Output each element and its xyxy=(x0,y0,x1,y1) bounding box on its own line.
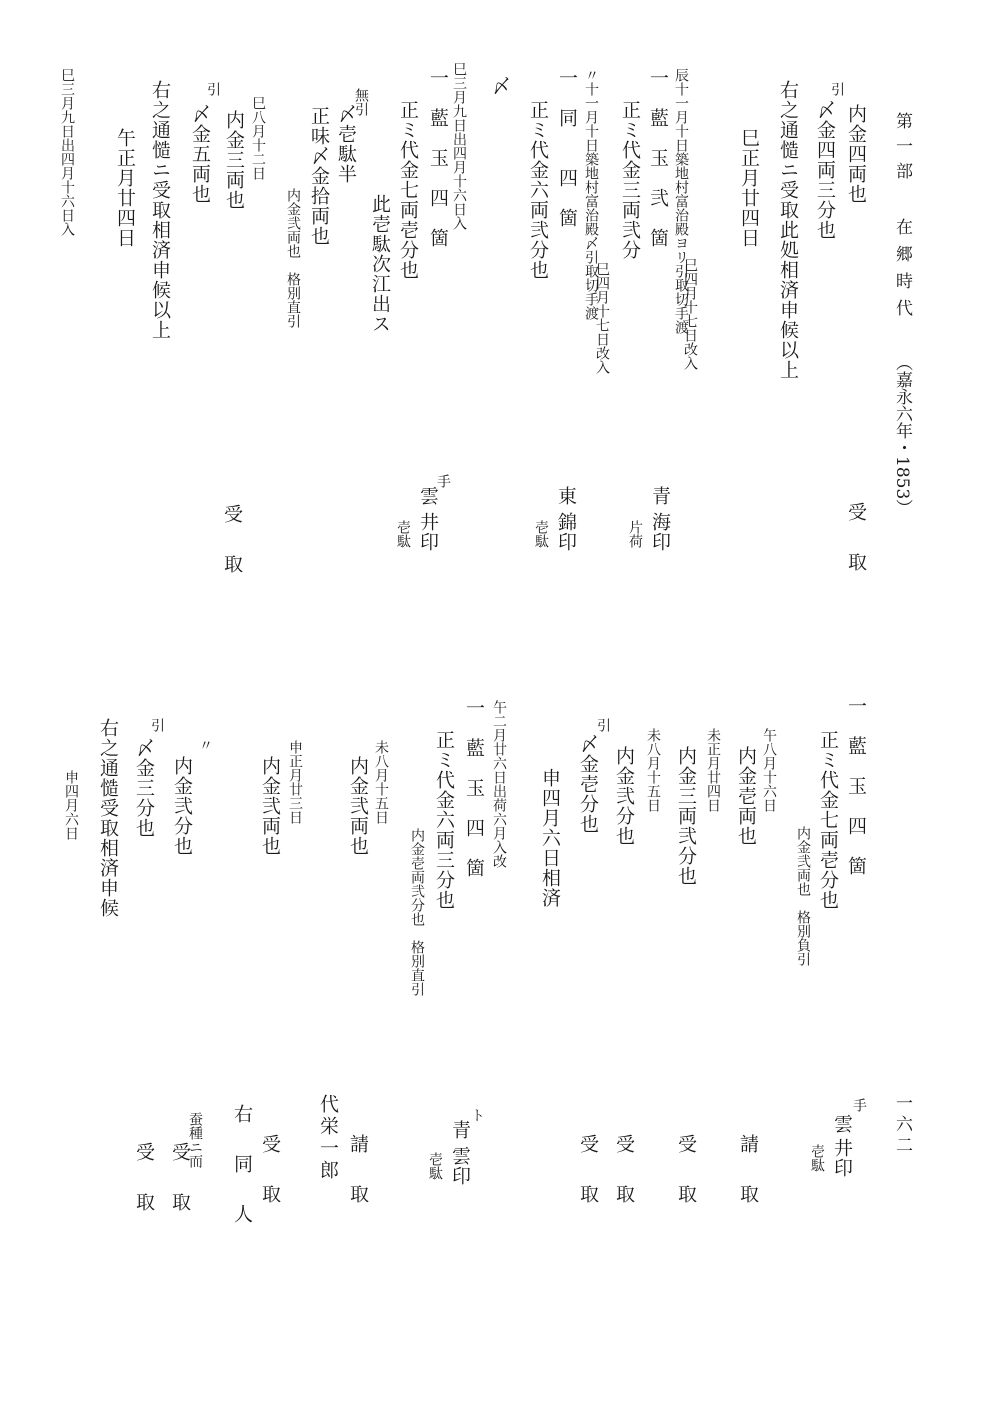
bottom-line-13: 午二月廿六日出荷六月入改 xyxy=(491,700,507,868)
top-line-21: 正味〆金拾両也 xyxy=(308,106,330,246)
bottom-mark-uketori-1: 受 取 xyxy=(675,1134,697,1209)
bottom-mark-seiun-prefix: ト xyxy=(469,1108,485,1122)
bottom-line-12: 申四月六日相済 xyxy=(539,768,561,908)
top-mark-uketori-1: 受 取 xyxy=(845,502,867,577)
top-line-22: 内金弐両也 格別直引 xyxy=(285,188,301,328)
bottom-line-18: 内金弐両也 xyxy=(347,756,369,856)
bottom-mark-unsei-load: 壱駄 xyxy=(809,1144,825,1172)
top-line-03: 〆金四両三分也 xyxy=(814,100,836,240)
bottom-mark-uketori-5: 受 取 xyxy=(169,1142,191,1217)
bottom-mark-uketori-6: 受 取 xyxy=(133,1142,155,1217)
bottom-line-25: 右之通慥受取相済申候 xyxy=(97,718,119,918)
top-line-08: 一 藍 玉 弐 箇 xyxy=(647,68,669,248)
bottom-mark-seiun: 青 xyxy=(449,1120,471,1140)
top-line-20: 〆壱駄半 xyxy=(335,104,357,184)
top-mark-tokin-seal: 錦印 xyxy=(555,512,577,552)
bottom-line-23: 引 xyxy=(149,718,165,732)
bottom-line-05: 内金壱両也 xyxy=(735,746,757,846)
bottom-line-15: 正ミ代金六両三分也 xyxy=(433,730,455,910)
top-line-29: 巳三月九日出四月十六日入 xyxy=(59,68,75,236)
bottom-line-07: 内金三両弐分也 xyxy=(675,746,697,886)
bottom-mark-unsei: 雲 xyxy=(831,1114,853,1134)
bottom-line-17: 未八月十五日 xyxy=(373,740,389,824)
header-title: 在郷時代 xyxy=(892,218,912,326)
top-line-18: 此壱駄次江出ス xyxy=(369,194,391,334)
top-line-26: 〆金五両也 xyxy=(189,104,211,204)
bottom-line-16: 内金壱両弐分也 格別直引 xyxy=(409,828,425,996)
header-part: 第一部 xyxy=(892,112,912,187)
top-mark-uketori-2: 受 取 xyxy=(221,504,243,579)
header-era: （嘉永六年・1853） xyxy=(892,354,912,517)
bottom-line-19: 申正月廿三日 xyxy=(287,740,303,824)
bottom-mark-sanshu: 蚕種ニ而 xyxy=(187,1112,203,1168)
top-line-17: 正ミ代金七両壱分也 xyxy=(397,100,419,280)
bottom-line-06: 未正月廿四日 xyxy=(705,728,721,812)
bottom-line-04: 午八月十六日 xyxy=(761,728,777,812)
top-mark-tokin: 東 xyxy=(555,486,577,506)
bottom-mark-seiun-load: 壱駄 xyxy=(427,1152,443,1180)
top-line-13: 正ミ代金六両弐分也 xyxy=(527,100,549,280)
bottom-line-20: 内金弐両也 xyxy=(259,756,281,856)
top-line-09: 正ミ代金三両弐分 xyxy=(619,100,641,260)
top-mark-seikai-seal: 海印 xyxy=(649,512,671,552)
bottom-line-01: 一 藍 玉 四 箇 xyxy=(845,696,867,876)
bottom-line-14: 一 藍 玉 四 箇 xyxy=(463,698,485,878)
top-line-04: 右之通慥ニ受取此処相済申候以上 xyxy=(777,80,799,380)
page-number: 一六二 xyxy=(892,1094,912,1157)
bottom-mark-seitori-2: 請 取 xyxy=(347,1134,369,1209)
top-line-28: 午正月廿四日 xyxy=(114,128,136,248)
top-line-16: 一 藍 玉 四 箇 xyxy=(427,68,449,248)
bottom-line-08: 未八月十五日 xyxy=(645,728,661,812)
bottom-line-03: 内金弐両也 格別負引 xyxy=(795,826,811,966)
top-line-02: 引 xyxy=(829,82,845,96)
top-line-01: 内金四両也 xyxy=(845,104,867,204)
top-mark-tokin-load: 壱駄 xyxy=(533,520,549,548)
bottom-mark-uketori-4: 受 取 xyxy=(259,1134,281,1209)
top-line-11: 巳四月十七日改入 xyxy=(594,262,610,374)
top-line-05: 巳正月廿四日 xyxy=(738,128,760,248)
top-line-06: 辰十一月十日築地村富治殿ヨリ引取切手渡 xyxy=(673,68,689,334)
bottom-mark-daiei-ichiro: 代栄一郎 xyxy=(317,1094,339,1182)
bottom-line-11: 〆金壱分也 xyxy=(577,734,599,834)
bottom-mark-uketori-3: 受 取 xyxy=(577,1134,599,1209)
top-line-24: 内金三両也 xyxy=(223,110,245,210)
top-line-07: 巳四月十七日改入 xyxy=(682,258,698,370)
bottom-mark-udojin: 右 同 人 xyxy=(231,1104,253,1229)
top-mark-seikai-load: 片荷 xyxy=(627,520,643,548)
bottom-line-22: 内金弐分也 xyxy=(171,756,193,856)
bottom-line-02: 正ミ代金七両壱分也 xyxy=(817,730,839,910)
bottom-line-26: 申四月六日 xyxy=(63,770,79,840)
bottom-mark-uketori-2: 受 取 xyxy=(613,1134,635,1209)
bottom-line-21: 〃 xyxy=(197,738,213,752)
top-mark-unsei-load: 壱駄 xyxy=(395,520,411,548)
bottom-line-09: 内金弐分也 xyxy=(613,746,635,846)
top-mark-unsei-seal: 井印 xyxy=(417,512,439,552)
top-mark-seikai: 青 xyxy=(649,486,671,506)
top-line-27: 右之通慥ニ受取相済申候以上 xyxy=(149,80,171,340)
top-line-12: 一 同 四 箇 xyxy=(556,68,578,228)
top-line-23: 巳八月十二日 xyxy=(250,96,266,180)
bottom-mark-seitori-1: 請 取 xyxy=(737,1134,759,1209)
bottom-mark-unsei-seal: 井印 xyxy=(831,1138,853,1178)
bottom-mark-seiun-seal: 雲印 xyxy=(449,1146,471,1186)
bottom-line-24: 〆金三分也 xyxy=(133,738,155,838)
bottom-mark-unsei-prefix: 手 xyxy=(851,1098,867,1112)
top-line-19: 無引 xyxy=(353,88,369,116)
top-mark-unsei: 雲 xyxy=(417,486,439,506)
bottom-line-10: 引 xyxy=(595,718,611,732)
top-line-10: 〃十一月十日築地村富治殿〆引取切手渡 xyxy=(583,68,599,320)
top-line-15: 巳三月九日出四月十六日入 xyxy=(451,62,467,230)
top-mark-unsei-prefix: 手 xyxy=(435,474,451,488)
top-line-25: 引 xyxy=(205,82,221,96)
top-line-14: 〆 xyxy=(489,76,511,96)
